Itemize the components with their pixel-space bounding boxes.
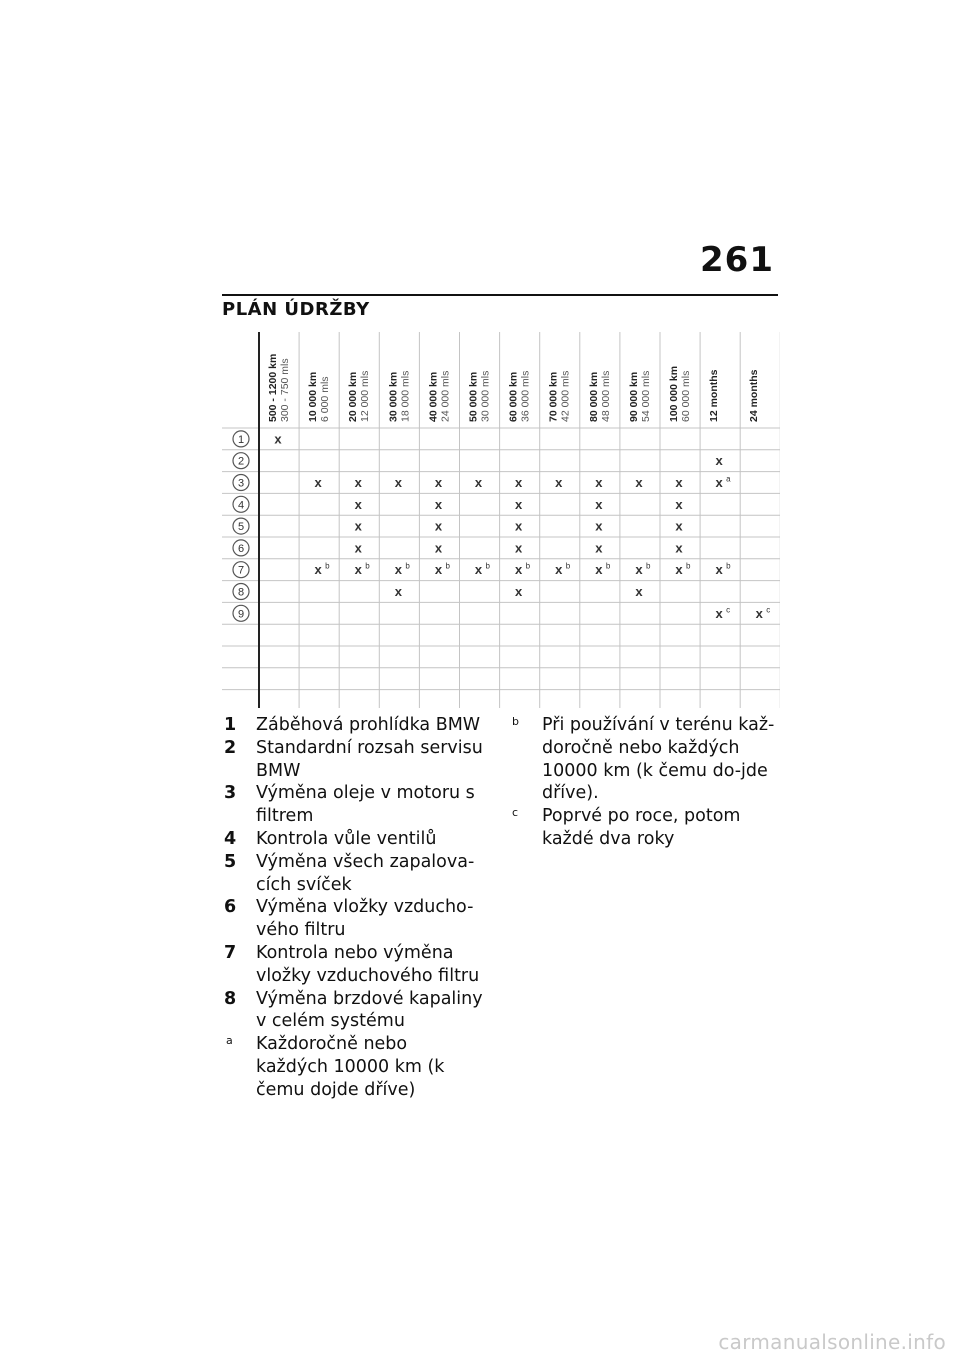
column-header-km: 12 months — [708, 369, 721, 422]
column-header-km: 100 000 km — [668, 365, 680, 422]
schedule-mark: x — [595, 496, 603, 512]
schedule-grid — [222, 332, 780, 708]
legend-entry — [222, 942, 484, 988]
schedule-mark: x — [314, 475, 322, 490]
schedule-mark-footnote: b — [686, 561, 691, 571]
schedule-mark: x — [675, 475, 683, 490]
legend-entry — [222, 851, 484, 897]
column-header-mls: 18 000 mls — [399, 370, 412, 422]
legend-text: Kontrola nebo výměna vložky vzduchového filtru — [256, 942, 480, 986]
schedule-mark: x — [394, 584, 402, 599]
schedule-mark: x — [394, 475, 402, 490]
legend-text: Standardní rozsah servisu BMW — [256, 737, 483, 781]
column-header-km: 40 000 km — [427, 371, 440, 422]
schedule-mark: x — [595, 562, 603, 578]
legend-number: 3 — [224, 783, 237, 804]
schedule-mark: x — [635, 475, 643, 490]
row-number: 7 — [237, 564, 245, 577]
legend-number: 8 — [224, 988, 237, 1009]
schedule-mark: x — [354, 540, 362, 556]
schedule-mark-footnote: b — [605, 561, 611, 571]
legend-entry — [222, 988, 484, 1034]
schedule-mark: x — [515, 518, 523, 534]
schedule-mark-footnote: b — [325, 561, 330, 571]
schedule-mark-footnote: b — [565, 561, 571, 571]
legend-text: Výměna všech zapalova-cích svíček — [256, 851, 475, 895]
legend-number: 5 — [224, 851, 237, 872]
column-header-mls: 48 000 mls — [599, 370, 612, 422]
column-header-km: 500 - 1200 km — [267, 353, 279, 422]
column-header-km: 10 000 km — [307, 371, 320, 422]
schedule-mark: x — [434, 475, 443, 490]
schedule-mark: x — [434, 540, 443, 556]
legend-number: 1 — [224, 715, 237, 735]
schedule-mark-footnote: c — [766, 605, 771, 615]
footnote-marker: c — [512, 806, 519, 820]
column-header-km: 30 000 km — [387, 371, 400, 422]
schedule-mark: x — [715, 475, 723, 490]
maintenance-schedule-table — [222, 332, 780, 708]
schedule-mark-footnote: b — [645, 561, 651, 571]
schedule-mark: x — [555, 562, 563, 578]
row-number: 5 — [237, 521, 245, 534]
schedule-mark: x — [515, 562, 523, 578]
legend-text: Výměna vložky vzducho-vého filtru — [256, 897, 474, 941]
row-number: 2 — [237, 455, 245, 468]
column-header-mls: 24 000 mls — [439, 370, 452, 422]
schedule-mark: x — [515, 496, 523, 512]
legend-entry — [222, 782, 484, 828]
legend-entry — [222, 896, 484, 942]
schedule-mark: x — [314, 562, 322, 578]
schedule-mark: x — [474, 562, 483, 578]
footnote-entry — [222, 1033, 484, 1101]
schedule-mark: x — [515, 475, 523, 490]
page-number: 261 — [700, 240, 774, 280]
column-header-km: 50 000 km — [467, 371, 480, 422]
schedule-mark: x — [675, 562, 683, 578]
column-header-mls: 30 000 mls — [479, 370, 492, 422]
legend-number: 2 — [224, 737, 237, 758]
legend-text: Výměna oleje v motoru s filtrem — [256, 783, 475, 827]
schedule-mark: x — [354, 562, 362, 578]
schedule-mark: x — [354, 475, 362, 490]
column-header-mls: 6 000 mls — [319, 376, 332, 422]
column-header-mls: 12 000 mls — [359, 370, 372, 422]
schedule-mark: x — [354, 496, 362, 512]
schedule-mark: x — [354, 518, 362, 534]
footnote-text: Každoročně nebo každých 10000 km (k čemu dojde dříve) — [256, 1034, 445, 1100]
column-header-km: 24 months — [748, 369, 761, 422]
schedule-mark-footnote: b — [365, 561, 370, 571]
schedule-mark-footnote: b — [485, 561, 491, 571]
schedule-mark-footnote: a — [726, 474, 731, 484]
legend-number: 7 — [224, 942, 237, 963]
row-number: 4 — [237, 499, 245, 512]
schedule-mark: x — [635, 562, 643, 578]
schedule-mark: x — [434, 562, 443, 578]
schedule-mark: x — [434, 518, 443, 534]
schedule-mark: x — [755, 605, 763, 621]
schedule-mark-footnote: b — [525, 561, 531, 571]
watermark: carmanualsonline.info — [718, 1330, 946, 1354]
schedule-mark: x — [635, 584, 643, 599]
column-header-mls: 54 000 mls — [639, 370, 652, 422]
top-rule — [222, 294, 778, 296]
footnote-entry — [508, 714, 778, 805]
legend-text: Kontrola vůle ventilů — [256, 828, 437, 849]
schedule-mark: x — [715, 562, 723, 578]
legend-right — [508, 714, 778, 851]
legend-entry — [222, 828, 484, 851]
legend-text: Výměna brzdové kapaliny v celém systému — [256, 988, 483, 1032]
legend-entry — [222, 714, 484, 737]
column-header-km: 20 000 km — [347, 371, 360, 422]
column-header-km: 80 000 km — [587, 371, 600, 422]
schedule-mark: x — [715, 453, 723, 469]
footnote-text: Při používání v terénu kaž-doročně nebo každých 10000 km (k čemu do-jde dříve). — [542, 715, 775, 804]
schedule-mark: x — [394, 562, 402, 578]
row-number: 3 — [237, 477, 245, 490]
schedule-mark-footnote: c — [726, 605, 731, 615]
column-header-mls: 36 000 mls — [519, 370, 532, 422]
footnote-marker: a — [226, 1034, 233, 1048]
schedule-mark: x — [675, 518, 683, 534]
legend-number: 6 — [224, 897, 237, 918]
schedule-mark: x — [715, 605, 723, 621]
column-header-mls: 300 - 750 mls — [279, 358, 291, 422]
legend-entry — [222, 737, 484, 783]
footnote-marker: b — [512, 715, 519, 728]
legend-left — [222, 714, 484, 1102]
column-header-km: 60 000 km — [507, 371, 520, 422]
section-title: PLÁN ÚDRŽBY — [222, 299, 370, 320]
schedule-mark-footnote: b — [405, 561, 410, 571]
legend-text: Záběhová prohlídka BMW — [256, 715, 481, 735]
footnote-text: Poprvé po roce, potom každé dva roky — [542, 806, 741, 849]
column-header-mls: 42 000 mls — [559, 370, 572, 422]
schedule-mark-footnote: b — [726, 561, 731, 571]
schedule-mark: x — [595, 475, 603, 490]
legend-number: 4 — [224, 828, 237, 849]
schedule-mark-footnote: b — [445, 561, 450, 571]
schedule-mark: x — [474, 475, 483, 490]
row-number: 1 — [237, 433, 245, 446]
schedule-mark: x — [434, 496, 443, 512]
column-header-km: 70 000 km — [547, 371, 560, 422]
row-number: 6 — [237, 542, 245, 555]
column-header-km: 90 000 km — [627, 371, 640, 422]
row-number: 8 — [237, 586, 245, 599]
schedule-mark: x — [675, 540, 683, 556]
row-number: 9 — [237, 608, 245, 621]
schedule-mark: x — [595, 540, 603, 556]
footnote-entry — [508, 805, 778, 851]
schedule-mark: x — [595, 518, 603, 534]
schedule-mark: x — [515, 540, 523, 556]
schedule-mark: x — [274, 431, 282, 447]
schedule-mark: x — [515, 584, 523, 599]
schedule-mark: x — [675, 496, 683, 512]
column-header-mls: 60 000 mls — [680, 370, 692, 422]
schedule-mark: x — [555, 475, 563, 490]
